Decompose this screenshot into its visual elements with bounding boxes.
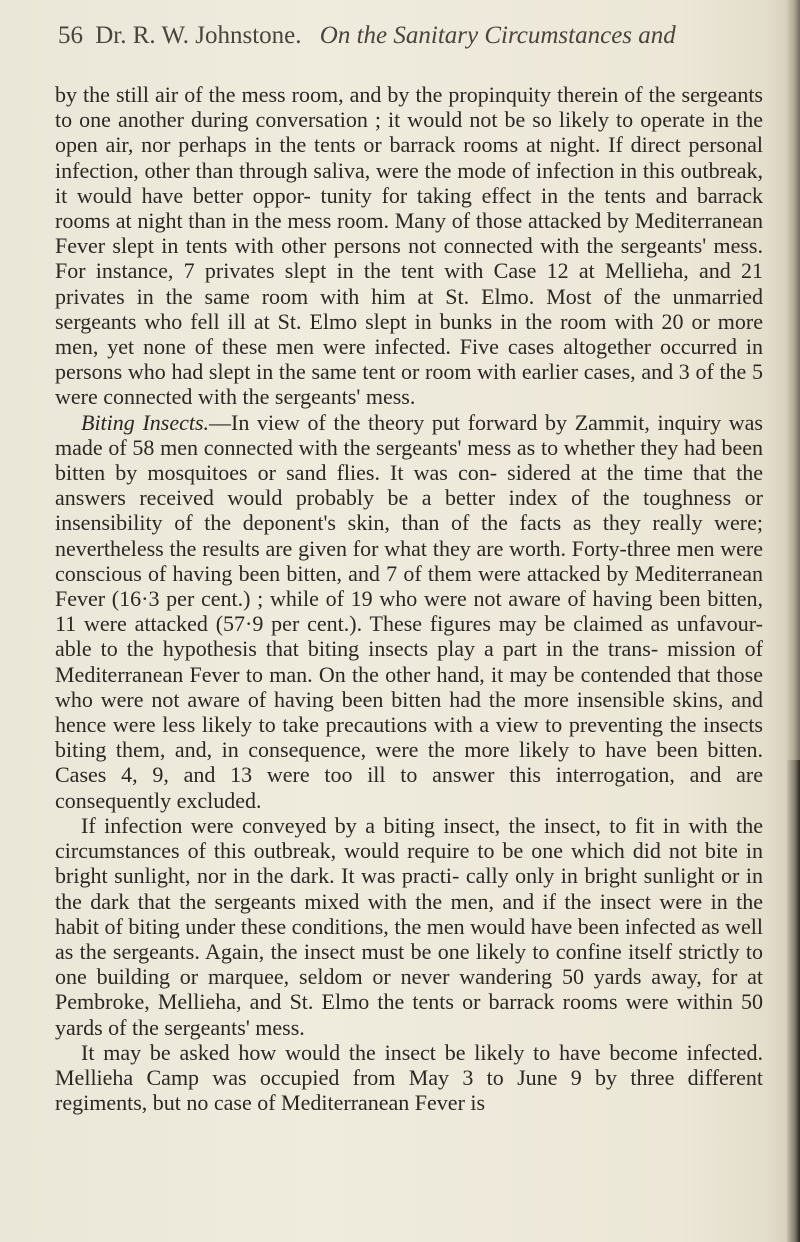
page-number: 56 [58,22,83,49]
running-head-author: Dr. R. W. Johnstone. [95,22,302,49]
page-edge-shadow-lower [786,760,800,1242]
running-head-title: On the Sanitary Circumstances and [319,22,676,49]
paragraph-text: by the still air of the mess room, and by the propinquity therein of the sergeants to one another during conversation ; it would not be so likely to operate in the open air, nor perhaps in the tents or barrack rooms at night. If direct personal infection, other than through saliva, were the mode of infection in this outbreak, it would have better oppor- tunity for taking effect in the tents and barrack rooms at night than in the mess room. Many of those attacked by Mediterranean Fever slept in tents with other persons not connected with the sergeants' mess. For instance, 7 privates slept in the tent with Case 12 at Mellieha, and 21 privates in the same room with him at St. Elmo. Most of the unmarried sergeants who fell ill at St. Elmo slept in bunks in the room with 20 or more men, yet none of these men were infected. Five cases altogether occurred in persons who had slept in the same tent or room with earlier cases, and 3 of the 5 were connected with the sergeants' mess. [55,82,763,410]
paragraph-continuation [55,82,763,410]
section-lead-heading: Biting Insects. [81,409,210,435]
running-head [58,22,778,62]
paragraph-text: —In view of the theory put forward by Zammit, inquiry was made of 58 men connected with the sergeants' mess as to whether they had been bitten by mosquitoes or sand flies. It was con- sidered at the time that the answers received would probably be a better index of the toughness or insensibility of the deponent's skin, than of the facts as they really were; nevertheless the results are given for what they are worth. Forty-three men were conscious of having been bitten, and 7 of them were attacked by Mediterranean Fever (16·3 per cent.) ; while of 19 who were not aware of having been bitten, 11 were attacked (57·9 per cent.). These figures may be claimed as unfavour- able to the hypothesis that biting insects play a part in the trans- mission of Mediterranean Fever to man. On the other hand, it may be contended that those who were not aware of having been bitten had the more insensible skins, and hence were less likely to take precautions with a view to preventing the insects biting them, and, in consequence, were the more likely to have been bitten. Cases 4, 9, and 13 were too ill to answer this interrogation, and are consequently excluded. [55,409,763,813]
paragraph-text: If infection were conveyed by a biting insect, the insect, to fit in with the circumstances of this outbreak, would require to be one which did not bite in bright sunlight, nor in the dark. It was practi- cally only in bright sunlight or in the dark that the sergeants mixed with the men, and if the insect were in the habit of biting under these conditions, the men would have been infected as well as the sergeants. Again, the insect must be one likely to confine itself strictly to one building or marquee, seldom or never wandering 50 yards away, for at Pembroke, Mellieha, and St. Elmo the tents or barrack rooms were within 50 yards of the sergeants' mess. [55,812,763,1040]
paragraph-biting-insects [55,410,763,813]
paragraph-text: It may be asked how would the insect be likely to have become infected. Mellieha Camp was occupied from May 3 to June 9 by three different regiments, but no case of Mediterranean Fever is [55,1039,763,1116]
paragraph-infection-conditions [55,813,763,1040]
paragraph-insect-infected [55,1040,763,1116]
body-text [55,82,763,1115]
